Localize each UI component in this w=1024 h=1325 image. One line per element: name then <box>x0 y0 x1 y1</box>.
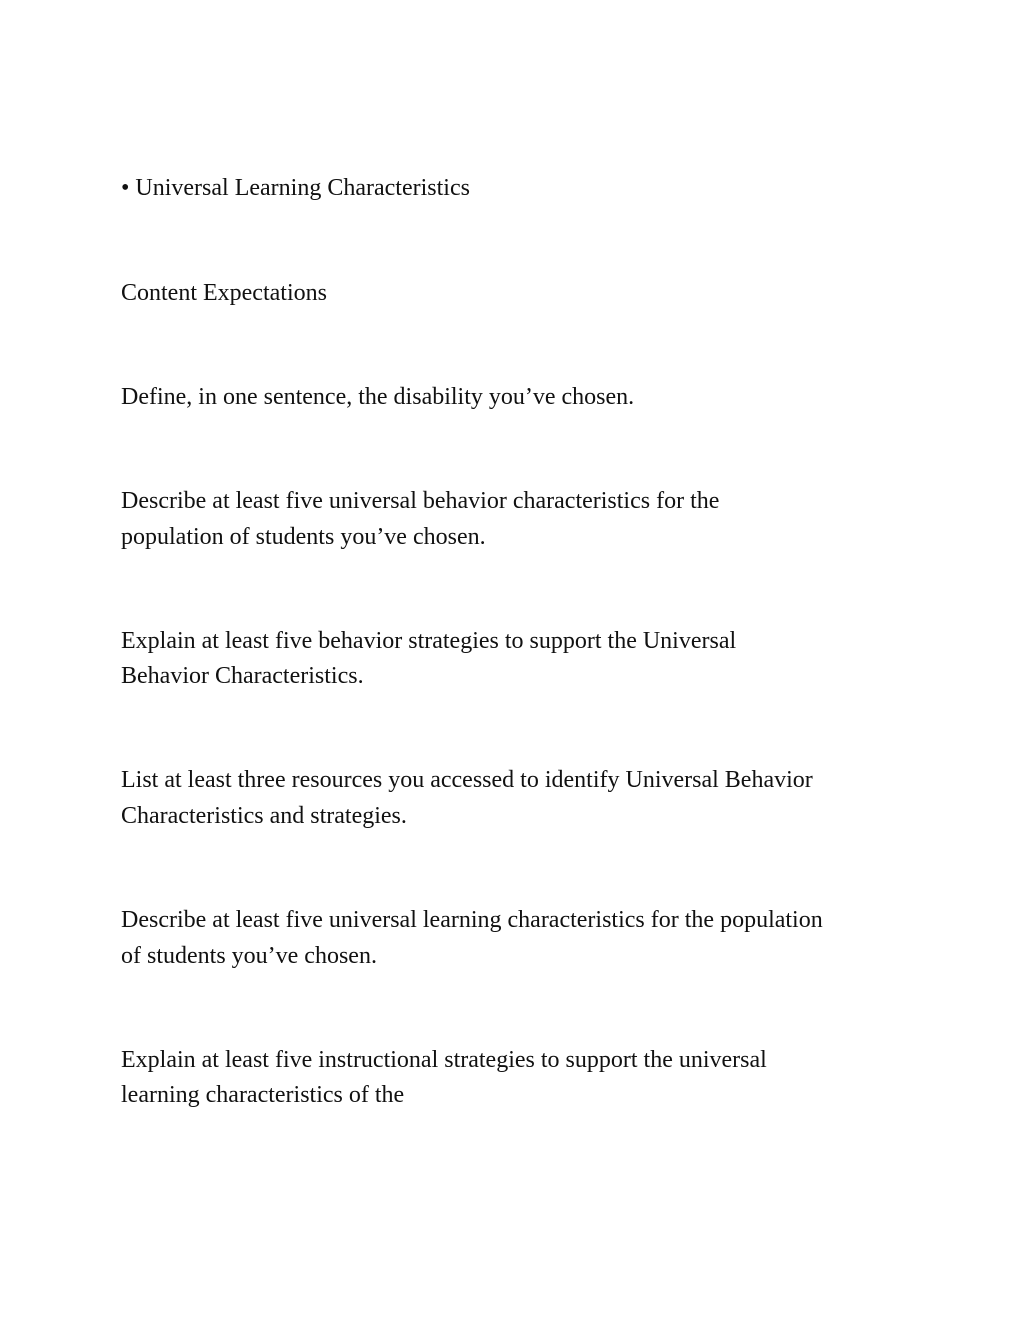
expectation-3-line-2: Behavior Characteristics. <box>121 663 364 689</box>
expectation-6-line-1: Explain at least five instructional strategies to support the universal <box>121 1047 767 1073</box>
expectation-4-line-1: List at least three resources you accessed to identify Universal Behavior <box>121 767 813 793</box>
expectation-5-line-2: of students you’ve chosen. <box>121 943 377 969</box>
expectation-5-line-1: Describe at least five universal learning characteristics for the population <box>121 907 823 933</box>
expectation-6-line-2: learning characteristics of the <box>121 1082 405 1108</box>
expectation-2-line-1: Describe at least five universal behavior characteristics for the <box>121 488 720 514</box>
section-title: Content Expectations <box>121 280 327 306</box>
expectation-1-line-1: Define, in one sentence, the disability you’ve chosen. <box>121 384 635 410</box>
expectation-2-line-2: population of students you’ve chosen. <box>121 524 486 550</box>
expectation-4-line-2: Characteristics and strategies. <box>121 803 407 829</box>
expectation-3-line-1: Explain at least five behavior strategies to support the Universal <box>121 628 737 654</box>
bullet-heading: • Universal Learning Characteristics <box>121 175 470 201</box>
